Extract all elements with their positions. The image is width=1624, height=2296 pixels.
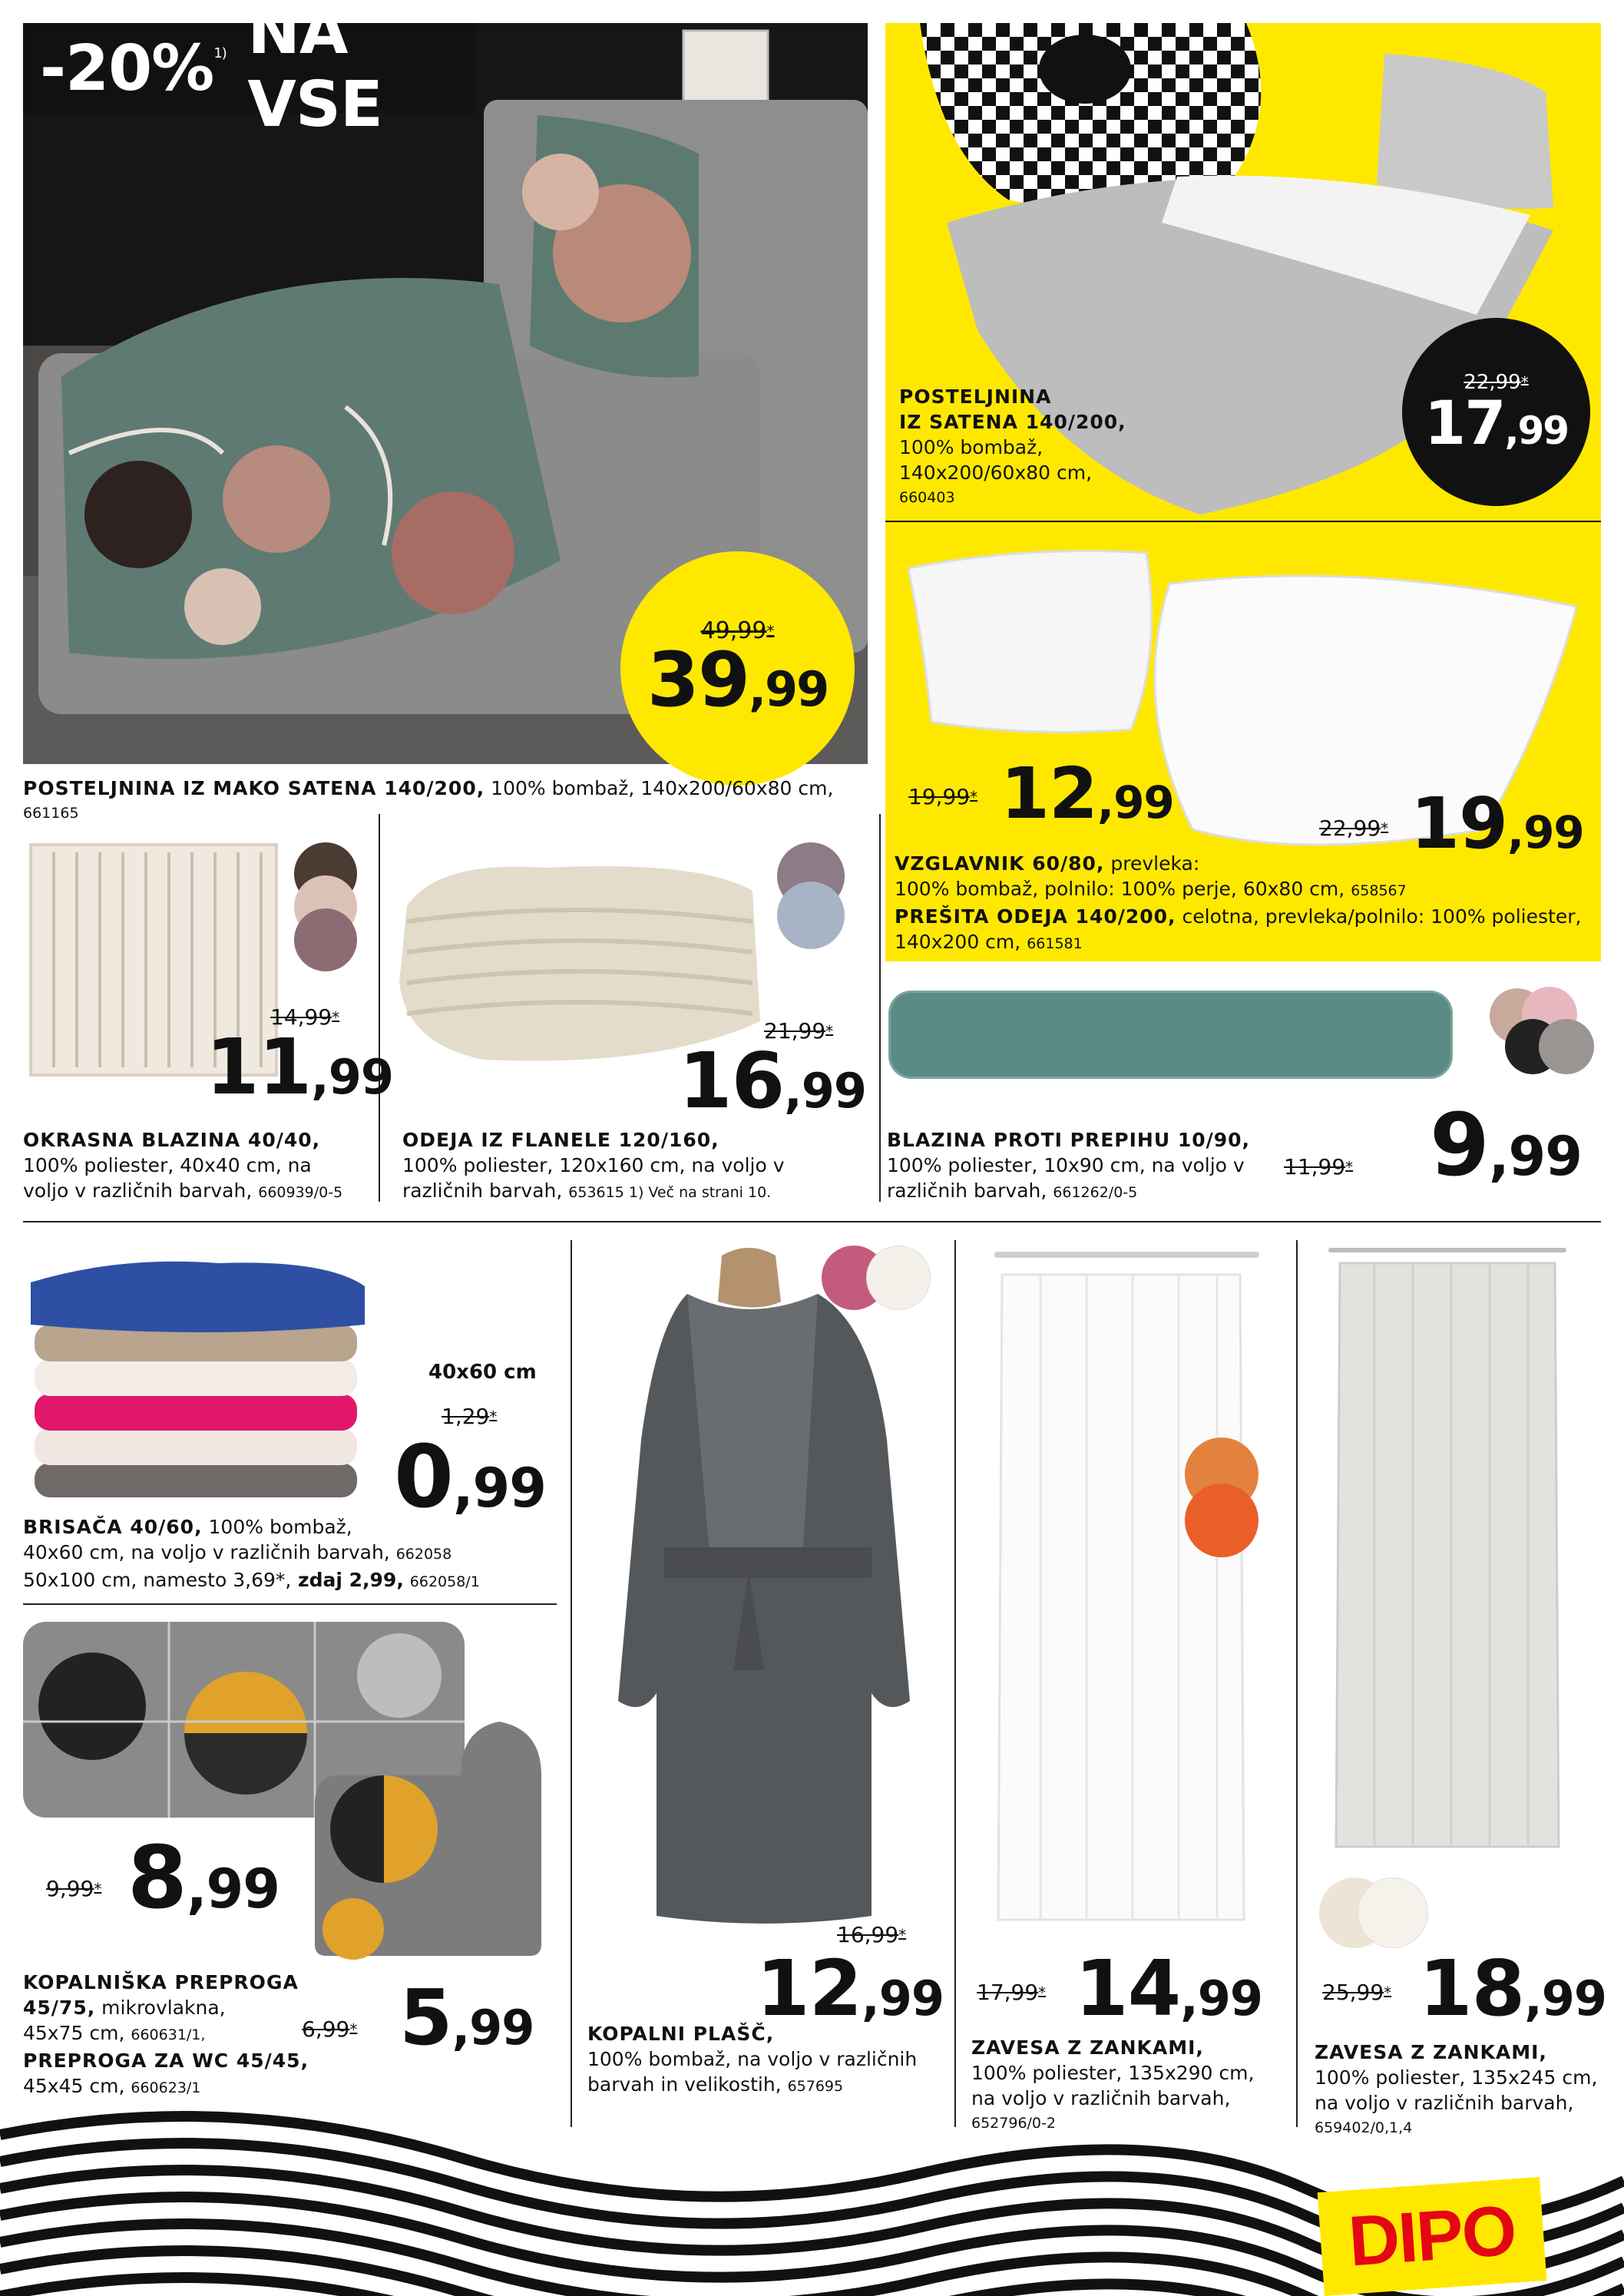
p8-name1: KOPALNIŠKA PREPROGA [23, 1971, 299, 1993]
swatch-rust [1185, 1484, 1259, 1557]
p6-text [887, 1127, 1271, 1206]
p6-desc1: 100% poliester, 10x90 cm, na voljo v [887, 1154, 1245, 1176]
p7-name: BRISAČA 40/60, [23, 1516, 203, 1538]
p10-desc2: na voljo v različnih barvah, [971, 2087, 1231, 2109]
p7-code2: 662058/1 [409, 1573, 480, 1590]
swatch-white [1358, 1877, 1428, 1948]
divider-v5 [1296, 1240, 1298, 2127]
p2-desc2: 140x200/60x80 cm, [899, 462, 1093, 484]
old-price-p3a: 19,99* [908, 784, 978, 809]
price-p3a: 12,99 [1001, 753, 1174, 835]
price-p8a: 8,99 [127, 1828, 279, 1928]
p5-desc2: različnih barvah, [402, 1179, 563, 1202]
divider-v4 [954, 1240, 956, 2127]
p10-code: 652796/0-2 [971, 2115, 1056, 2132]
old-price-p3b: 22,99* [1319, 816, 1389, 841]
price-p8b: 5,99 [399, 1973, 534, 2063]
p7-code: 662058 [395, 1546, 452, 1563]
towels-photo [27, 1240, 372, 1509]
old-price-p11: 25,99* [1322, 1980, 1392, 2005]
p3-desc1: prevleka: [1104, 852, 1200, 875]
p5-desc1: 100% poliester, 120x160 cm, na voljo v [402, 1154, 785, 1176]
old-price-p7: 1,29* [442, 1404, 498, 1429]
p9-desc1: 100% bombaž, na voljo v različnih [587, 2048, 918, 2070]
p10-desc1: 100% poliester, 135x290 cm, [971, 2062, 1255, 2084]
p4-name: OKRASNA BLAZINA 40/40, [23, 1129, 321, 1151]
dipo-logo-text: DIPO [1346, 2191, 1518, 2281]
swatch-cream [866, 1246, 931, 1310]
divider-v1 [379, 814, 380, 1202]
old-price-p8b: 6,99* [302, 2016, 358, 2042]
p8-name1b: 45/75, [23, 1997, 96, 2019]
p1-name: POSTELJNINA IZ MAKO SATENA 140/200, [23, 777, 485, 799]
bathrobe-photo [580, 1240, 948, 1931]
p2-name1: POSTELJNINA [899, 385, 1052, 408]
divider-v3 [571, 1240, 572, 2127]
sale-banner-percent: -20% [40, 31, 214, 105]
divider-h1 [23, 1221, 1601, 1222]
old-price-p1: 49,99* [700, 617, 775, 644]
divider-v2 [879, 814, 881, 1202]
p11-code: 659402/0,1,4 [1315, 2119, 1413, 2136]
price-p11: 18,99 [1419, 1944, 1607, 2033]
old-price-p9: 16,99* [837, 1922, 907, 1947]
p11-name: ZAVESA Z ZANKAMI, [1315, 2041, 1547, 2063]
swatch-blue [777, 882, 845, 949]
price-p7: 0,99 [394, 1428, 546, 1527]
price-p3b: 19,99 [1411, 782, 1584, 865]
white-curtain-photo [987, 1244, 1263, 1927]
p6-code: 661262/0-5 [1053, 1184, 1138, 1201]
divider-h2 [23, 1603, 557, 1605]
old-price-p10: 17,99* [977, 1980, 1047, 2005]
old-price-p2: 22,99* [1464, 370, 1529, 394]
p6-desc2: različnih barvah, [887, 1179, 1047, 1202]
price-p1: 39,99 [647, 636, 829, 724]
p3-desc2: celotna, prevleka/polnilo: 100% poliester, [1176, 905, 1582, 928]
price-p2: 17,99 [1424, 389, 1569, 458]
p10-name: ZAVESA Z ZANKAMI, [971, 2036, 1204, 2059]
p7-desc2: 40x60 cm, na voljo v različnih barvah, [23, 1541, 390, 1563]
p5-code: 653615 1) Več na strani 10. [568, 1184, 772, 1201]
p9-name: KOPALNI PLAŠČ, [587, 2023, 775, 2045]
p9-desc2: barvah in velikostih, [587, 2073, 782, 2096]
p8-desc1b: 45x75 cm, [23, 2022, 125, 2044]
p3-code2: 661581 [1027, 935, 1083, 952]
p8-code1: 660631/1, [131, 2026, 206, 2043]
bath-mats-photo [23, 1622, 553, 1960]
swatch-mauve [294, 908, 357, 971]
p4-desc2: voljo v različnih barvah, [23, 1179, 253, 1202]
sale-banner [23, 0, 476, 141]
yellow-panel [885, 23, 1601, 961]
p2-desc1: 100% bombaž, [899, 436, 1044, 458]
p8-desc2: 45x45 cm, [23, 2075, 125, 2097]
p4-text [23, 1127, 376, 1206]
old-price-p5: 21,99* [764, 1018, 834, 1044]
price-badge-p2 [1402, 318, 1590, 506]
price-p5: 16,99 [679, 1036, 867, 1126]
p2-name2: IZ SATENA 140/200, [899, 411, 1126, 433]
p4-code: 660939/0-5 [258, 1184, 343, 1201]
p5-text [402, 1127, 878, 1206]
p1-code: 661165 [23, 805, 79, 822]
p3-name2: PREŠITA ODEJA 140/200, [895, 905, 1176, 928]
old-price-p4: 14,99* [270, 1004, 340, 1030]
p2-text [899, 384, 1126, 511]
old-price-p6: 11,99* [1284, 1154, 1354, 1179]
dipo-logo [1318, 2177, 1547, 2296]
p5-name: ODEJA IZ FLANELE 120/160, [402, 1129, 719, 1151]
p3-desc2b: 140x200 cm, [895, 931, 1021, 953]
price-p4: 11,99 [206, 1022, 394, 1112]
price-p9: 12,99 [756, 1944, 944, 2033]
p8-code2: 660623/1 [131, 2079, 201, 2096]
draft-stopper-photo [888, 991, 1453, 1079]
p7-desc3b: zdaj 2,99, [291, 1569, 404, 1591]
p9-code: 657695 [787, 2078, 844, 2095]
p11-desc1: 100% poliester, 135x245 cm, [1315, 2066, 1598, 2089]
p8-desc1: mikrovlakna, [95, 1997, 226, 2019]
price-p6: 9,99 [1430, 1096, 1582, 1196]
p7-text [23, 1514, 561, 1595]
sale-banner-label: NA VSE [247, 0, 382, 141]
p7-size: 40x60 cm [428, 1361, 537, 1384]
p8-name2: PREPROGA ZA WC 45/45, [23, 2050, 309, 2072]
price-badge-p1 [620, 551, 855, 786]
p6-name: BLAZINA PROTI PREPIHU 10/90, [887, 1129, 1251, 1151]
p4-desc1: 100% poliester, 40x40 cm, na [23, 1154, 312, 1176]
p3-name1: VZGLAVNIK 60/80, [895, 852, 1105, 875]
old-price-p8a: 9,99* [46, 1876, 102, 1901]
p11-desc2: na voljo v različnih barvah, [1315, 2092, 1574, 2114]
p2-code: 660403 [899, 489, 955, 506]
swatch-grey [1539, 1019, 1594, 1074]
sale-banner-footnote: 1) [213, 45, 227, 61]
grey-curtain-photo [1321, 1240, 1582, 1854]
p1-text [23, 776, 868, 826]
p7-desc3: 50x100 cm, namesto 3,69*, [23, 1569, 292, 1591]
price-p10: 14,99 [1075, 1944, 1263, 2033]
p7-desc1: 100% bombaž, [202, 1516, 352, 1538]
p3-text [895, 851, 1597, 957]
p3-desc1b: 100% bombaž, polnilo: 100% perje, 60x80 cm, [895, 878, 1345, 900]
p1-desc: 100% bombaž, 140x200/60x80 cm, [485, 777, 834, 799]
panel-divider [885, 521, 1601, 522]
p3-code1: 658567 [1351, 882, 1407, 899]
